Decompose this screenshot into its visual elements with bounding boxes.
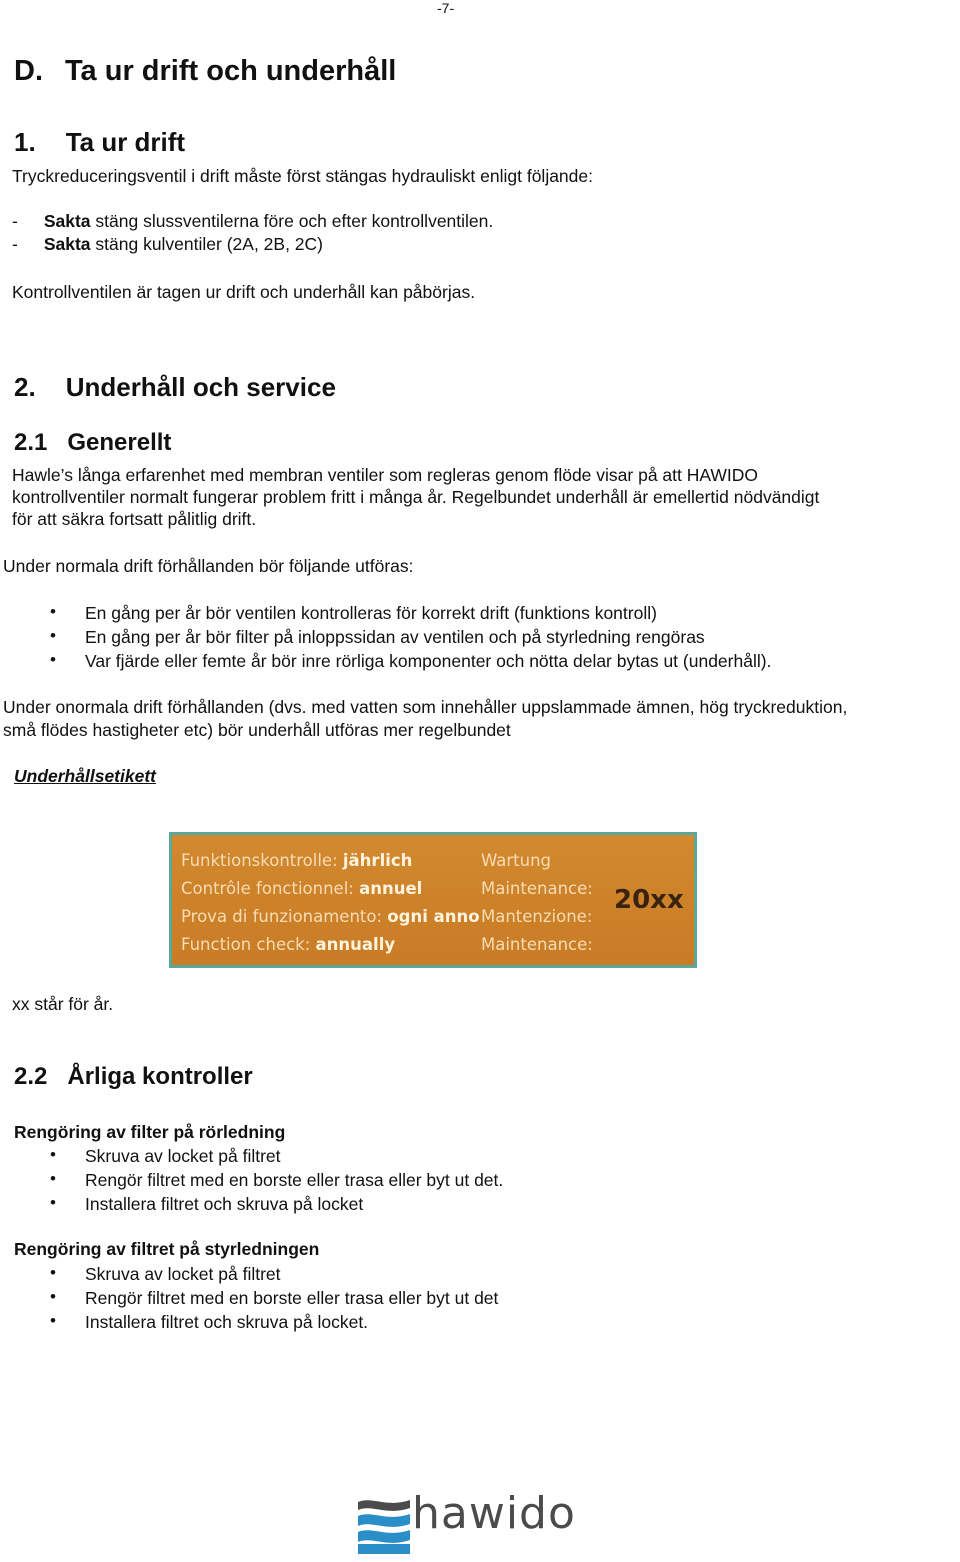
step-dash: - [12, 211, 18, 231]
section-2-2-heading [14, 1063, 253, 1091]
bullet-icon: • [50, 1263, 56, 1282]
normal-bullet-3: Var fjärde eller femte år bör inre rörliga komponenter och nötta delar bytas ut (underhåll). [85, 651, 772, 671]
wave-logo-icon [356, 1494, 412, 1556]
label-row-2-right: Maintenance: [481, 879, 593, 898]
section-2-number: 2. [14, 372, 36, 402]
section-1-intro: Tryckreduceringsventil i drift måste först stängas hydrauliskt enligt följande: [12, 166, 593, 186]
bullet-icon: • [50, 626, 56, 645]
section-2-1-heading [14, 429, 171, 457]
label-text-bold: ogni anno [387, 907, 480, 926]
label-row-3-left [181, 907, 480, 926]
label-row-4-left [181, 935, 395, 954]
label-text-bold: annually [315, 935, 396, 954]
section-2-title: Underhåll och service [65, 372, 336, 402]
section-1-number: 1. [14, 127, 36, 157]
group-2-item-2: Rengör filtret med en borste eller trasa eller byt ut det [85, 1288, 499, 1308]
group-1-item-3: Installera filtret och skruva på locket [85, 1194, 364, 1214]
label-year: 20xx [614, 885, 684, 915]
bullet-icon: • [50, 1311, 56, 1330]
label-text: Contrôle fonctionnel: [181, 879, 360, 898]
section-d-title: Ta ur drift och underhåll [65, 55, 397, 87]
step-dash: - [12, 234, 18, 254]
normal-conditions-intro: Under normala drift förhållanden bör följande utföras: [3, 556, 414, 576]
general-line-3: för att säkra fortsatt pålitlig drift. [12, 509, 257, 529]
label-row-4-right: Maintenance: [481, 935, 593, 954]
group-1-item-2: Rengör filtret med en borste eller trasa eller byt ut det. [85, 1170, 504, 1190]
section-1-heading [14, 127, 185, 158]
label-row-2-left [181, 879, 422, 898]
group-1-item-1: Skruva av locket på filtret [85, 1146, 281, 1166]
group-2-item-1: Skruva av locket på filtret [85, 1264, 281, 1284]
normal-bullet-2: En gång per år bör filter på inloppssidan av ventilen och på styrledning rengöras [85, 627, 705, 647]
page-number: -7- [437, 0, 455, 16]
group-1-heading: Rengöring av filter på rörledning [14, 1122, 286, 1142]
bullet-icon: • [50, 1193, 56, 1212]
label-text-bold: jährlich [342, 851, 413, 870]
section-1-title: Ta ur drift [65, 127, 186, 157]
section-2-1-title: Generellt [67, 429, 172, 456]
label-note: xx står för år. [12, 994, 114, 1014]
section-d-letter: D. [14, 55, 43, 87]
maintenance-label [169, 832, 697, 968]
section-1-outro: Kontrollventilen är tagen ur drift och underhåll kan påbörjas. [12, 282, 476, 302]
bullet-icon: • [50, 1287, 56, 1306]
section-d-heading [14, 55, 396, 88]
label-heading: Underhållsetikett [14, 766, 156, 786]
step-text: stäng slussventilerna före och efter kontrollventilen. [90, 211, 494, 231]
general-line-2: kontrollventiler normalt fungerar problem fritt i många år. Regelbundet underhåll är emellertid nödvändigt [12, 487, 820, 507]
label-text-bold: annuel [359, 879, 423, 898]
section-2-2-number: 2.2 [14, 1063, 48, 1090]
section-2-2-title: Årliga kontroller [67, 1063, 253, 1090]
label-text: Prova di funzionamento: [181, 907, 388, 926]
step-bold: Sakta [43, 234, 91, 254]
label-row-3-right: Mantenzione: [481, 907, 593, 926]
label-row-1-right: Wartung [481, 851, 552, 870]
step-item-2 [12, 233, 323, 255]
step-item-1 [12, 210, 493, 232]
bullet-icon: • [50, 1169, 56, 1188]
bullet-icon: • [50, 602, 56, 621]
label-text: Function check: [181, 935, 316, 954]
step-text: stäng kulventiler (2A, 2B, 2C) [90, 234, 323, 254]
normal-bullet-1: En gång per år bör ventilen kontrolleras för korrekt drift (funktions kontroll) [85, 603, 657, 623]
general-line-1: Hawle’s långa erfarenhet med membran ventiler som regleras genom flöde visar på att HAWIDO [12, 465, 759, 485]
label-text: Funktionskontrolle: [181, 851, 343, 870]
step-bold: Sakta [43, 211, 91, 231]
abnormal-line-1: Under onormala drift förhållanden (dvs. med vatten som innehåller uppslammade ämnen, hög tryckreduktion, [3, 697, 848, 717]
group-2-item-3: Installera filtret och skruva på locket. [85, 1312, 369, 1332]
group-2-heading: Rengöring av filtret på styrledningen [14, 1239, 320, 1259]
logo-wordmark: hawido [412, 1488, 576, 1539]
bullet-icon: • [50, 1145, 56, 1164]
section-2-1-number: 2.1 [14, 429, 48, 456]
bullet-icon: • [50, 650, 56, 669]
abnormal-line-2: små flödes hastigheter etc) bör underhåll utföras mer regelbundet [3, 720, 511, 740]
section-2-heading [14, 372, 336, 403]
label-row-1-left [181, 851, 412, 870]
